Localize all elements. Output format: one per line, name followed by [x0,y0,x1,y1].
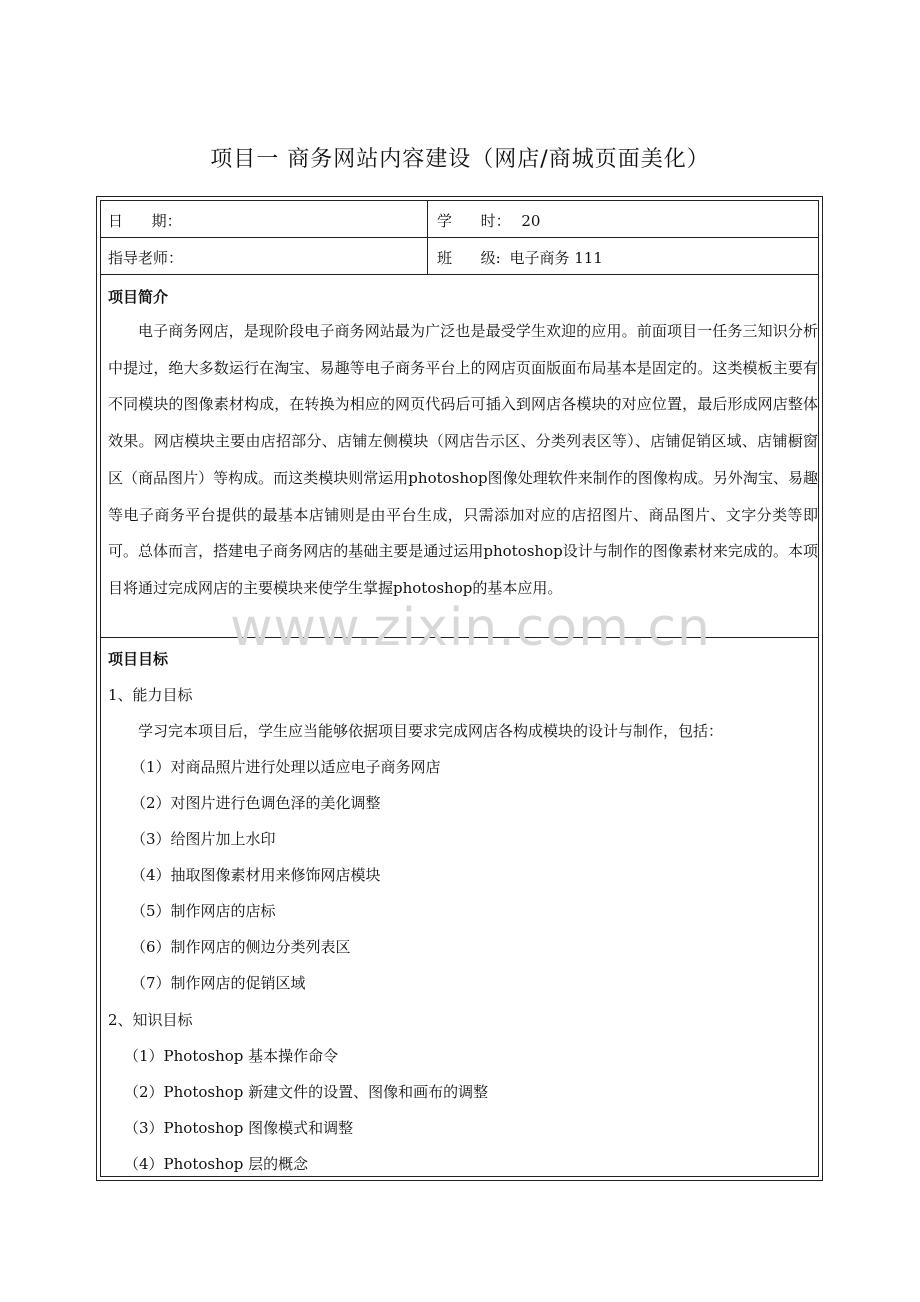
goals-heading: 项目目标 [108,650,169,668]
ability-item: （3）给图片加上水印 [131,830,276,848]
class-cell [437,247,603,268]
knowledge-item: （1）Photoshop 基本操作命令 [124,1047,339,1065]
class-value: 电子商务 111 [509,249,603,267]
ability-item: （2）对图片进行色调色泽的美化调整 [131,794,381,812]
ability-item: （6）制作网店的侧边分类列表区 [131,938,351,956]
hours-cell [437,210,540,231]
ability-item: （4）抽取图像素材用来修饰网店模块 [131,866,381,884]
ability-item: （5）制作网店的店标 [131,902,276,920]
teacher-label: 指导老师： [108,249,184,267]
intro-heading: 项目简介 [108,288,169,306]
table-inner-border [100,200,819,1177]
class-label: 班 级: [437,249,501,267]
knowledge-heading: 2、知识目标 [108,1011,193,1029]
knowledge-item: （3）Photoshop 图像模式和调整 [124,1119,354,1137]
hours-value: 20 [521,212,541,230]
row-divider [101,274,818,275]
ability-item: （1）对商品照片进行处理以适应电子商务网店 [131,758,441,776]
date-label: 日 期： [108,212,182,230]
watermark-text: www.zixin.com.cn [230,598,711,658]
project-table [96,196,823,1181]
date-cell [108,210,182,231]
row-divider [101,237,818,238]
page-title: 项目一 商务网站内容建设（网店/商城页面美化） [210,147,710,172]
knowledge-item: （4）Photoshop 层的概念 [124,1155,309,1173]
ability-item: （7）制作网店的促销区域 [131,974,306,992]
column-divider [427,201,428,274]
ability-intro: 学习完本项目后，学生应当能够依据项目要求完成网店各构成模块的设计与制作，包括： [138,722,724,740]
teacher-cell [108,247,183,268]
intro-paragraph: 电子商务网店，是现阶段电子商务网站最为广泛也是最受学生欢迎的应用。前面项目一任务三知识分析中提过，绝大多数运行在淘宝、易趣等电子商务平台上的网店页面版面布局基本是固定的。这类模板主要有不同模块的图像素材构成，在转换为相应的网页代码后可插入到网店各模块的对应位置，最后形成网店整体效果。网店模块主要由店招部分、店铺左侧模块（网店告示区、分类列表区等）、店铺促销区域、店铺橱窗区（商品图片）等构成。而这类模块则常运用photoshop图像处理软件来制作的图像构成。另外淘宝、易趣等电子商务平台提供的最基本店铺则是由平台生成，只需添加对应的店招图片、商品图片、文字分类等即可。总体而言，搭建电子商务网店的基础主要是通过运用photoshop设计与制作的图像素材来完成的。本项目将通过完成网店的主要模块来使学生掌握photoshop的基本应用。 [108,322,818,597]
knowledge-item: （2）Photoshop 新建文件的设置、图像和画布的调整 [124,1083,489,1101]
ability-heading: 1、能力目标 [108,686,193,704]
hours-label: 学 时： [437,212,511,230]
